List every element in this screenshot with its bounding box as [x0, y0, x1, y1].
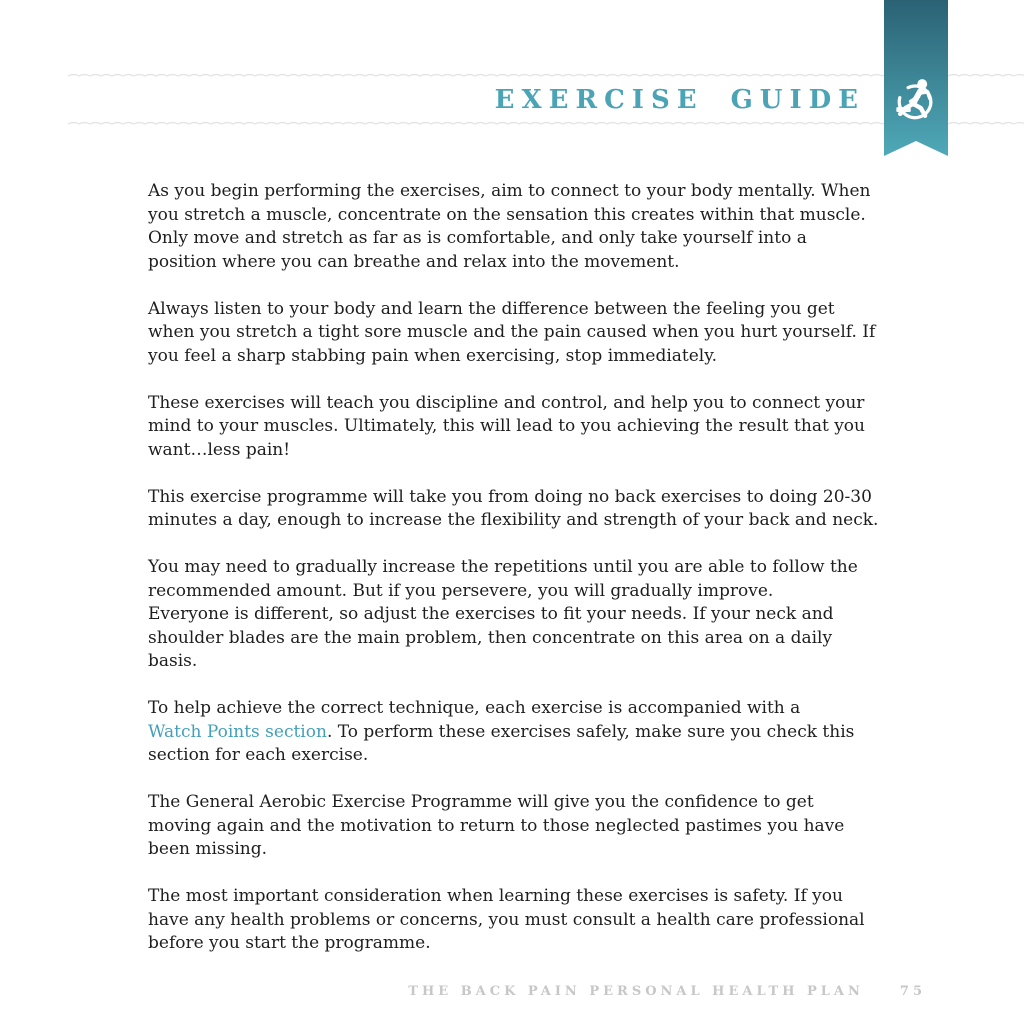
- paragraph: The General Aerobic Exercise Programme will give you the confidence to get moving again and the motivation to return to those neglected pastimes you have been missing.: [148, 792, 845, 859]
- page-title: EXERCISE GUIDE: [494, 85, 865, 115]
- watch-points-link[interactable]: Watch Points section: [148, 721, 327, 742]
- paragraph: As you begin performing the exercises, aim to connect to your body mentally. When you stretch a muscle, concentrate on the sensation this creates within that muscle. Only move and stretch as far as is comfortable, and only take yourself into a position where you can breathe and relax into the movement.: [148, 181, 871, 272]
- paragraph: This exercise programme will take you from doing no back exercises to doing 20-30 minutes a day, enough to increase the flexibility and strength of your back and neck.: [148, 486, 879, 530]
- paragraph-line: You may need to gradually increase the repetitions until you are able to follow the recommended amount. But if you persevere, you will gradually improve.: [148, 557, 858, 601]
- chapter-ribbon: [884, 0, 948, 156]
- paragraph-text: . To perform these exercises safely, make sure you check this section for each exercise.: [148, 721, 855, 765]
- body-text: [148, 180, 880, 979]
- paragraph: [148, 697, 880, 768]
- wavy-rule-top: [68, 71, 1024, 79]
- paragraph: These exercises will teach you discipline and control, and help you to connect your mind to your muscles. Ultimately, this will lead to you achieving the result that you want…less pain!: [148, 392, 865, 460]
- footer-book-title: THE BACK PAIN PERSONAL HEALTH PLAN: [408, 984, 864, 999]
- paragraph: The most important consideration when learning these exercises is safety. If you have any health problems or concerns, you must consult a health care professional before you start the programme.: [148, 886, 865, 953]
- paragraph: [148, 556, 880, 674]
- paragraph: Always listen to your body and learn the difference between the feeling you get when you stretch a tight sore muscle and the pain caused when you hurt yourself. If you feel a sharp stabbing pain when exercising, stop immediately.: [148, 298, 876, 366]
- paragraph-line: Everyone is different, so adjust the exercises to fit your needs. If your neck and shoulder blades are the main problem, then concentrate on this area on a daily basis.: [148, 604, 834, 671]
- page-footer: [0, 984, 926, 999]
- paragraph-text: To help achieve the correct technique, each exercise is accompanied with a: [148, 698, 801, 718]
- footer-page-number: 75: [899, 984, 926, 999]
- runner-icon: [893, 76, 939, 122]
- wavy-rule-bottom: [68, 119, 1024, 127]
